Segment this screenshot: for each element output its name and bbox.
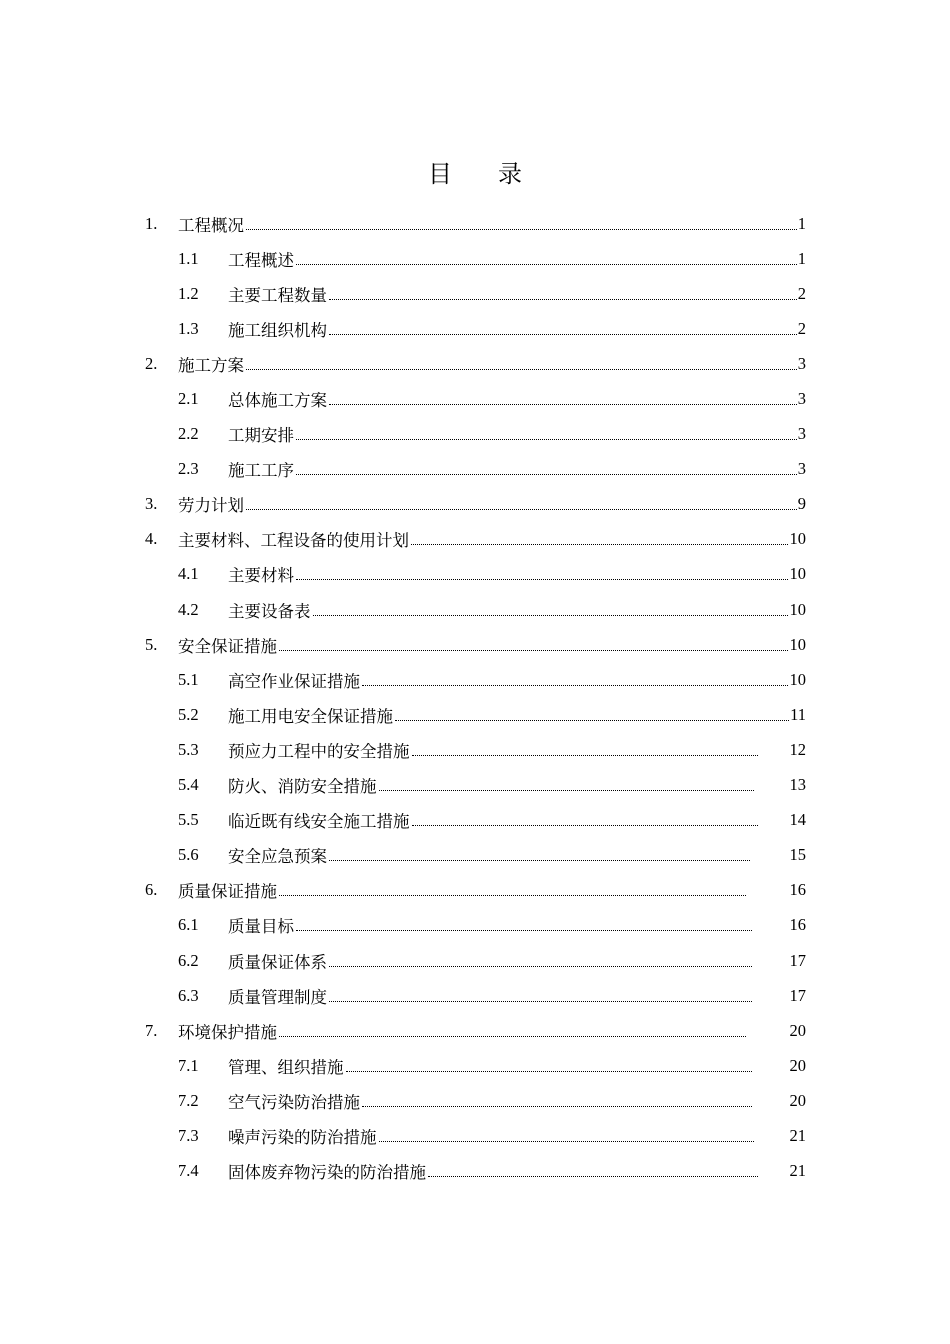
toc-dot-leader bbox=[296, 437, 797, 440]
toc-entry-title: 临近既有线安全施工措施 bbox=[228, 808, 412, 832]
toc-entry-page: 2 bbox=[797, 318, 806, 338]
toc-entry-title: 环境保护措施 bbox=[178, 1019, 279, 1043]
toc-entry[interactable] bbox=[0, 697, 950, 732]
toc-entry-page: 1 bbox=[797, 213, 806, 233]
toc-entry-page: 21 bbox=[789, 1125, 806, 1145]
toc-entry-title: 防火、消防安全措施 bbox=[228, 773, 379, 797]
toc-entry-page: 9 bbox=[797, 494, 806, 514]
toc-dot-leader bbox=[279, 648, 788, 651]
toc-entry-title: 主要材料 bbox=[228, 562, 296, 586]
toc-dot-leader bbox=[313, 613, 788, 616]
toc-entry-page: 11 bbox=[790, 704, 806, 724]
toc-dot-leader bbox=[395, 718, 789, 721]
toc-entry[interactable] bbox=[0, 241, 950, 276]
toc-entry-page: 17 bbox=[789, 950, 806, 970]
toc-entry-title: 主要工程数量 bbox=[228, 282, 329, 306]
toc-entry[interactable] bbox=[0, 627, 950, 662]
toc-entry[interactable] bbox=[0, 1118, 950, 1153]
toc-title bbox=[0, 154, 950, 189]
toc-entry-page: 10 bbox=[789, 669, 806, 689]
toc-entry-number: 4.2 bbox=[178, 599, 199, 619]
toc-entry[interactable] bbox=[0, 662, 950, 697]
toc-entry-number: 1.2 bbox=[178, 283, 199, 303]
toc-entry[interactable] bbox=[0, 452, 950, 487]
toc-entry[interactable] bbox=[0, 381, 950, 416]
toc-entry-number: 6.3 bbox=[178, 985, 199, 1005]
toc-entry-number: 5.5 bbox=[178, 810, 199, 830]
toc-entry-page: 20 bbox=[789, 1020, 806, 1040]
toc-entry-page: 10 bbox=[789, 564, 806, 584]
toc-entry-number: 5.3 bbox=[178, 739, 199, 759]
toc-entry-page: 3 bbox=[797, 353, 806, 373]
toc-dot-leader bbox=[296, 262, 797, 265]
toc-dot-leader bbox=[412, 823, 758, 826]
toc-entry-number: 5.2 bbox=[178, 704, 199, 724]
toc-entry-page: 10 bbox=[789, 634, 806, 654]
toc-entry[interactable] bbox=[0, 768, 950, 803]
toc-dot-leader bbox=[246, 367, 797, 370]
toc-entry-title: 施工组织机构 bbox=[228, 317, 329, 341]
toc-dot-leader bbox=[279, 1034, 746, 1037]
toc-entry-number: 7.1 bbox=[178, 1055, 199, 1075]
toc-entry[interactable] bbox=[0, 978, 950, 1013]
toc-entry-title: 质量管理制度 bbox=[228, 984, 329, 1008]
toc-entry-number: 7.2 bbox=[178, 1090, 199, 1110]
toc-entry-number: 3. bbox=[145, 494, 158, 514]
toc-entry-title: 劳力计划 bbox=[178, 492, 246, 516]
toc-dot-leader bbox=[412, 753, 758, 756]
toc-entry-title: 管理、组织措施 bbox=[228, 1054, 346, 1078]
toc-entry-number: 5. bbox=[145, 634, 158, 654]
toc-entry[interactable] bbox=[0, 276, 950, 311]
toc-entry[interactable] bbox=[0, 557, 950, 592]
toc-entry[interactable] bbox=[0, 732, 950, 767]
toc-entry-page: 3 bbox=[797, 424, 806, 444]
toc-dot-leader bbox=[296, 928, 752, 931]
toc-entry-number: 6.1 bbox=[178, 915, 199, 935]
toc-entry-page: 20 bbox=[789, 1055, 806, 1075]
toc-entry-title: 主要设备表 bbox=[228, 598, 313, 622]
toc-entry-title: 固体废弃物污染的防治措施 bbox=[228, 1159, 428, 1183]
toc-dot-leader bbox=[346, 1069, 752, 1072]
toc-entry-number: 5.6 bbox=[178, 845, 199, 865]
toc-entry-title: 主要材料、工程设备的使用计划 bbox=[178, 527, 411, 551]
toc-entry-title: 质量目标 bbox=[228, 913, 296, 937]
toc-entry-number: 7.4 bbox=[178, 1161, 199, 1181]
toc-entry-title: 空气污染防治措施 bbox=[228, 1089, 362, 1113]
toc-entry-number: 6.2 bbox=[178, 950, 199, 970]
toc-entry[interactable] bbox=[0, 592, 950, 627]
toc-entry-page: 3 bbox=[797, 389, 806, 409]
toc-entry[interactable] bbox=[0, 417, 950, 452]
toc-entry-number: 2.2 bbox=[178, 424, 199, 444]
toc-entry-title: 工程概况 bbox=[178, 212, 246, 236]
toc-entry-number: 2. bbox=[145, 353, 158, 373]
toc-dot-leader bbox=[296, 577, 788, 580]
toc-entry-page: 1 bbox=[797, 248, 806, 268]
toc-entry[interactable] bbox=[0, 873, 950, 908]
toc-dot-leader bbox=[379, 788, 754, 791]
toc-entry-page: 10 bbox=[789, 529, 806, 549]
toc-entry-page: 20 bbox=[789, 1090, 806, 1110]
toc-entry-number: 1.1 bbox=[178, 248, 199, 268]
toc-entry-number: 7.3 bbox=[178, 1125, 199, 1145]
toc-entry-title: 总体施工方案 bbox=[228, 387, 329, 411]
toc-entry-number: 1.3 bbox=[178, 318, 199, 338]
toc-entry[interactable] bbox=[0, 1083, 950, 1118]
toc-entry[interactable] bbox=[0, 487, 950, 522]
toc-entry[interactable] bbox=[0, 346, 950, 381]
toc-entry-page: 16 bbox=[789, 880, 806, 900]
toc-entry-number: 7. bbox=[145, 1020, 158, 1040]
toc-entry-page: 15 bbox=[789, 845, 806, 865]
toc-entry-title: 高空作业保证措施 bbox=[228, 668, 362, 692]
toc-dot-leader bbox=[296, 472, 797, 475]
toc-entry-number: 2.1 bbox=[178, 389, 199, 409]
toc-title-left: 目 bbox=[428, 160, 452, 188]
toc-entry-page: 3 bbox=[797, 459, 806, 479]
toc-dot-leader bbox=[411, 542, 788, 545]
toc-dot-leader bbox=[329, 999, 752, 1002]
toc-entry-title: 预应力工程中的安全措施 bbox=[228, 738, 412, 762]
toc-dot-leader bbox=[279, 893, 746, 896]
toc-dot-leader bbox=[246, 227, 797, 230]
toc-entry-number: 1. bbox=[145, 213, 158, 233]
toc-entry[interactable] bbox=[0, 838, 950, 873]
toc-entry[interactable] bbox=[0, 1154, 950, 1189]
toc-entry-title: 质量保证体系 bbox=[228, 949, 329, 973]
toc-entry-title: 工程概述 bbox=[228, 247, 296, 271]
toc-entry[interactable] bbox=[0, 206, 950, 241]
toc-entry[interactable] bbox=[0, 1013, 950, 1048]
toc-dot-leader bbox=[329, 402, 797, 405]
toc-dot-leader bbox=[329, 858, 750, 861]
toc-dot-leader bbox=[246, 507, 797, 510]
toc-dot-leader bbox=[428, 1174, 758, 1177]
toc-entry-title: 施工方案 bbox=[178, 352, 246, 376]
toc-entry-title: 施工用电安全保证措施 bbox=[228, 703, 395, 727]
toc-entry-number: 5.4 bbox=[178, 775, 199, 795]
toc-entry-page: 14 bbox=[789, 810, 806, 830]
toc-entry[interactable] bbox=[0, 522, 950, 557]
toc-dot-leader bbox=[329, 964, 752, 967]
toc-entry-page: 16 bbox=[789, 915, 806, 935]
toc-entry[interactable] bbox=[0, 311, 950, 346]
toc-dot-leader bbox=[329, 332, 797, 335]
toc-entry-page: 10 bbox=[789, 599, 806, 619]
toc-entry[interactable] bbox=[0, 943, 950, 978]
toc-dot-leader bbox=[362, 1104, 752, 1107]
toc-title-right: 录 bbox=[498, 160, 522, 188]
toc-entry-page: 13 bbox=[789, 775, 806, 795]
toc-entry-number: 6. bbox=[145, 880, 158, 900]
toc-dot-leader bbox=[362, 683, 788, 686]
toc-entry-title: 工期安排 bbox=[228, 422, 296, 446]
toc-entry-title: 噪声污染的防治措施 bbox=[228, 1124, 379, 1148]
toc-entry[interactable] bbox=[0, 1048, 950, 1083]
toc-entry-title: 施工工序 bbox=[228, 457, 296, 481]
toc-entry-page: 2 bbox=[797, 283, 806, 303]
toc-entry-title: 安全保证措施 bbox=[178, 633, 279, 657]
toc-entry[interactable] bbox=[0, 908, 950, 943]
toc-entry-page: 17 bbox=[789, 985, 806, 1005]
toc-entry-title: 安全应急预案 bbox=[228, 843, 329, 867]
toc-entry-page: 12 bbox=[789, 739, 806, 759]
toc-dot-leader bbox=[329, 297, 797, 300]
toc-entry-page: 21 bbox=[789, 1161, 806, 1181]
toc-entry-title: 质量保证措施 bbox=[178, 878, 279, 902]
toc-dot-leader bbox=[379, 1139, 754, 1142]
toc-list bbox=[0, 206, 950, 1189]
toc-entry[interactable] bbox=[0, 803, 950, 838]
toc-entry-number: 2.3 bbox=[178, 459, 199, 479]
toc-entry-number: 4.1 bbox=[178, 564, 199, 584]
toc-entry-number: 4. bbox=[145, 529, 158, 549]
toc-entry-number: 5.1 bbox=[178, 669, 199, 689]
